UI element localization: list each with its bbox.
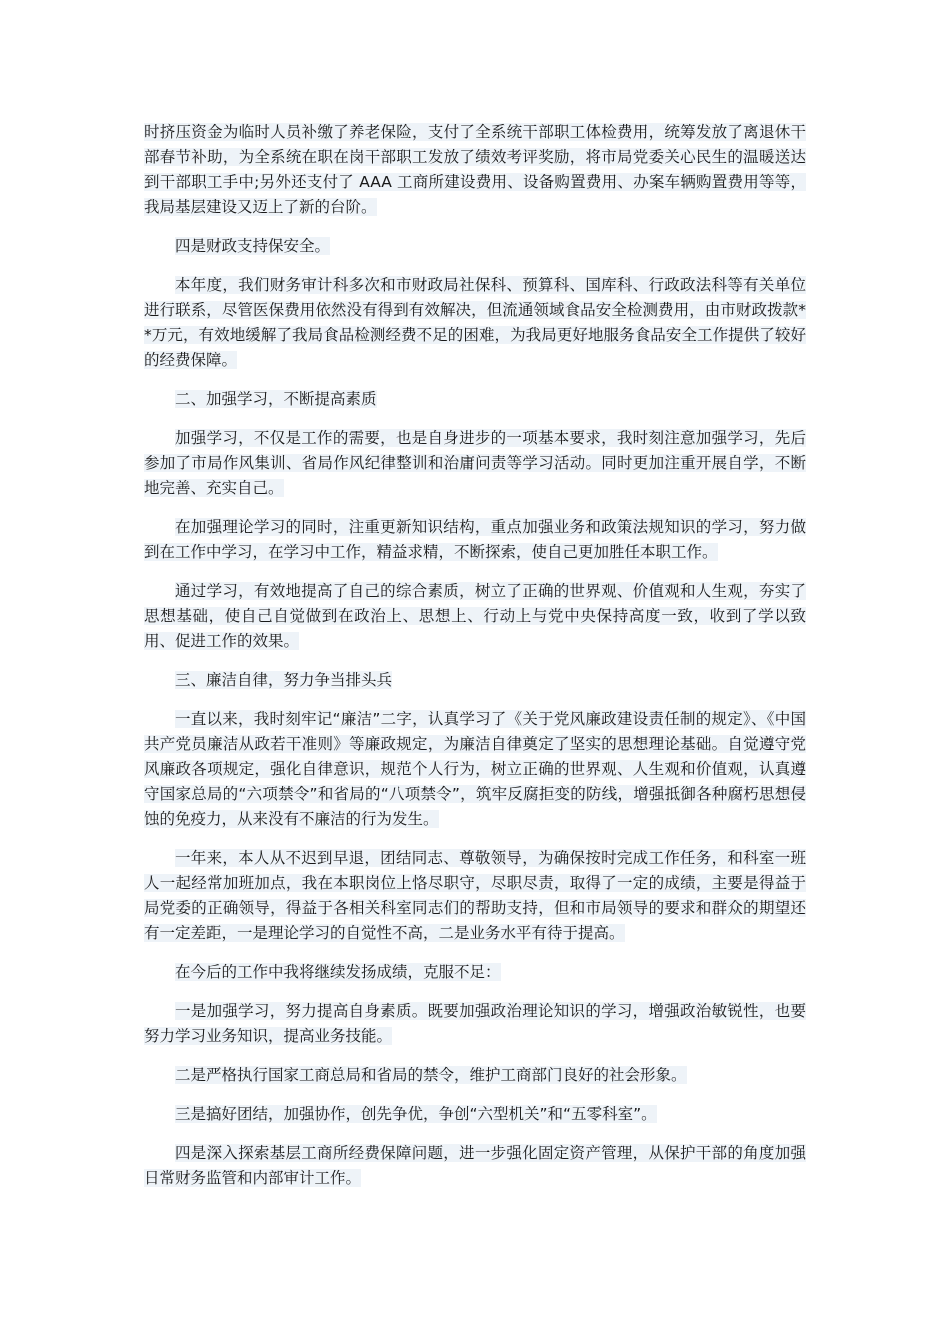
section-heading-integrity: 三、廉洁自律，努力争当排头兵	[175, 671, 393, 689]
list-item: 一是加强学习，努力提高自身素质。既要加强政治理论知识的学习，增强政治敏锐性，也要努力学习业务知识，提高业务技能。	[144, 1002, 806, 1045]
paragraph-body: 一年来，本人从不迟到早退，团结同志、尊敬领导，为确保按时完成工作任务，和科室一班人一起经常加班加点，我在本职岗位上恪尽职守，尽职尽责，取得了一定的成绩，主要是得益于局党委的正确领导，得益于各相关科室同志们的帮助支持，但和市局领导的要求和群众的期望还有一定差距，一是理论学习的自觉性不高，二是业务水平有待于提高。	[144, 849, 806, 942]
paragraph-body: 一直以来，我时刻牢记“廉洁”二字，认真学习了《关于党风廉政建设责任制的规定》、《中国共产党员廉洁从政若干准则》等廉政规定，为廉洁自律奠定了坚实的思想理论基础。自觉遵守党风廉政各项规定，强化自律意识，规范个人行为，树立正确的世界观、人生观和价值观，认真遵守国家总局的“六项禁令”和省局的“八项禁令”，筑牢反腐拒变的防线，增强抵御各种腐朽思想侵蚀的免疫力，从来没有不廉洁的行为发生。	[144, 710, 806, 828]
list-item: 四是深入探索基层工商所经费保障问题，进一步强化固定资产管理，从保护干部的角度加强日常财务监管和内部审计工作。	[144, 1144, 806, 1187]
paragraph-intro-list: 在今后的工作中我将继续发扬成绩，克服不足：	[175, 963, 501, 981]
paragraph-body: 加强学习，不仅是工作的需要，也是自身进步的一项基本要求，我时刻注意加强学习，先后参加了市局作风集训、省局作风纪律整训和治庸问责等学习活动。同时更加注重开展自学，不断地完善、充实自己。	[144, 429, 806, 497]
paragraph-subheading-finance: 四是财政支持保安全。	[175, 237, 331, 255]
list-item: 二是严格执行国家工商总局和省局的禁令，维护工商部门良好的社会形象。	[175, 1066, 687, 1084]
paragraph-continued: 时挤压资金为临时人员补缴了养老保险，支付了全系统干部职工体检费用，统筹发放了离退休干部春节补助，为全系统在职在岗干部职工发放了绩效考评奖励，将市局党委关心民生的温暖送达到干部职工手中;另外还支付了 AAA 工商所建设费用、设备购置费用、办案车辆购置费用等等，我局基层建设又迈上了新的台阶。	[144, 123, 806, 216]
paragraph-body: 本年度，我们财务审计科多次和市财政局社保科、预算科、国库科、行政政法科等有关单位进行联系，尽管医保费用依然没有得到有效解决，但流通领域食品安全检测费用，由市财政拨款**万元，有效地缓解了我局食品检测经费不足的困难，为我局更好地服务食品安全工作提供了较好的经费保障。	[144, 276, 806, 369]
list-item: 三是搞好团结，加强协作，创先争优，争创“六型机关”和“五零科室”。	[175, 1105, 657, 1123]
paragraph-body: 通过学习，有效地提高了自己的综合素质，树立了正确的世界观、价值观和人生观，夯实了思想基础，使自己自觉做到在政治上、思想上、行动上与党中央保持高度一致，收到了学以致用、促进工作的效果。	[144, 582, 806, 650]
document-page	[144, 120, 806, 1205]
section-heading-study: 二、加强学习，不断提高素质	[175, 390, 377, 408]
paragraph-body: 在加强理论学习的同时，注重更新知识结构，重点加强业务和政策法规知识的学习，努力做到在工作中学习，在学习中工作，精益求精，不断探索，使自己更加胜任本职工作。	[144, 518, 806, 561]
